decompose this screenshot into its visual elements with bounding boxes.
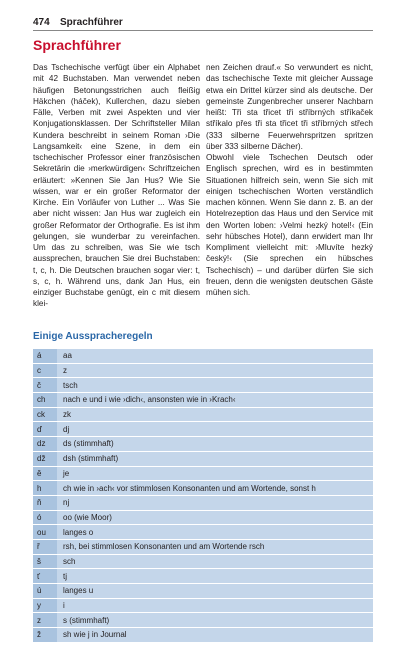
pronunciation-cell: aa bbox=[57, 349, 373, 363]
letter-cell: dz bbox=[33, 437, 57, 452]
table-row bbox=[33, 495, 373, 510]
table-row bbox=[33, 584, 373, 599]
pronunciation-table bbox=[33, 349, 373, 643]
letter-cell: z bbox=[33, 613, 57, 628]
pronunciation-cell: rsh, bei stimmlosen Konsonanten und am Wortende rsch bbox=[57, 539, 373, 554]
page-header bbox=[33, 16, 373, 32]
pronunciation-cell: langes u bbox=[57, 584, 373, 599]
pronunciation-cell: je bbox=[57, 466, 373, 481]
pronunciation-cell: dj bbox=[57, 422, 373, 437]
table-row bbox=[33, 349, 373, 363]
table-row bbox=[33, 437, 373, 452]
letter-cell: dž bbox=[33, 451, 57, 466]
paragraph: Obwohl viele Tschechen Deutsch oder Englisch sprechen, wird es in bestimmten Situationen hilfreich sein, wenn Sie sich mit einigen tschechischen Worten verständlich machen können. Wenn Sie dann z. B. an der Hotelrezeption das Haus und den Service mit den Worten loben: ›Velmi hezký hotel!‹ (Ein sehr hübsches Hotel), dann erwidert man Ihr Kompliment vielleicht mit: ›Mluvíte hezký český!‹ (Sie sprechen ein hübsches Tschechisch) – und darüber dürfen Sie sich freuen, denn die wenigsten deutschen Gäste mühen sich. bbox=[206, 153, 373, 297]
pronunciation-cell: tj bbox=[57, 569, 373, 584]
table-row bbox=[33, 510, 373, 525]
letter-cell: ě bbox=[33, 466, 57, 481]
page-number: 474 bbox=[33, 17, 50, 28]
letter-cell: š bbox=[33, 554, 57, 569]
pronunciation-cell: dsh (stimmhaft) bbox=[57, 451, 373, 466]
table-row bbox=[33, 569, 373, 584]
table-row bbox=[33, 628, 373, 643]
pronunciation-cell: s (stimmhaft) bbox=[57, 613, 373, 628]
pronunciation-cell: tsch bbox=[57, 378, 373, 393]
table-row bbox=[33, 554, 373, 569]
rules-heading: Einige Ausspracheregeln bbox=[33, 331, 153, 342]
pronunciation-cell: sh wie j in Journal bbox=[57, 628, 373, 643]
table-row bbox=[33, 539, 373, 554]
letter-cell: ň bbox=[33, 495, 57, 510]
letter-cell: č bbox=[33, 378, 57, 393]
table-row bbox=[33, 451, 373, 466]
letter-cell: y bbox=[33, 598, 57, 613]
left-column bbox=[33, 62, 200, 310]
letter-cell: ck bbox=[33, 407, 57, 422]
page-title: Sprachführer bbox=[33, 37, 121, 53]
letter-cell: ř bbox=[33, 539, 57, 554]
letter-cell: h bbox=[33, 481, 57, 496]
pronunciation-cell: ds (stimmhaft) bbox=[57, 437, 373, 452]
table-row bbox=[33, 598, 373, 613]
table-row bbox=[33, 466, 373, 481]
letter-cell: ó bbox=[33, 510, 57, 525]
letter-cell: ť bbox=[33, 569, 57, 584]
table-row bbox=[33, 363, 373, 378]
letter-cell: ch bbox=[33, 393, 57, 408]
pronunciation-cell: ch wie in ›ach‹ vor stimmlosen Konsonanten und am Wortende, sonst h bbox=[57, 481, 373, 496]
pronunciation-cell: nach e und i wie ›dich‹, ansonsten wie in ›Krach‹ bbox=[57, 393, 373, 408]
running-header: Sprachführer bbox=[60, 17, 123, 28]
letter-cell: ď bbox=[33, 422, 57, 437]
pronunciation-cell: nj bbox=[57, 495, 373, 510]
paragraph: nen Zeichen drauf.« So verwundert es nicht, das tschechische Texte mit gleicher Aussage etwa ein Drittel kürzer sind als deutsche. Der gemeinste Zungenbrecher unserer Nachbarn heißt: Tři sta třicet tři stříbrných stříkaček stříkalo přes tři sta třicet tři stříbrných střech (333 silberne Feuerwehrspritzen spritzen über 333 silberne Dächer). bbox=[206, 63, 373, 151]
letter-cell: ou bbox=[33, 525, 57, 540]
pronunciation-cell: sch bbox=[57, 554, 373, 569]
table-row bbox=[33, 378, 373, 393]
letter-cell: ž bbox=[33, 628, 57, 643]
header-divider bbox=[33, 30, 373, 31]
table-row bbox=[33, 407, 373, 422]
pronunciation-cell: zk bbox=[57, 407, 373, 422]
pronunciation-cell: langes o bbox=[57, 525, 373, 540]
right-column bbox=[206, 62, 373, 298]
pronunciation-cell: i bbox=[57, 598, 373, 613]
table-row bbox=[33, 422, 373, 437]
table-row bbox=[33, 393, 373, 408]
paragraph: Das Tschechische verfügt über ein Alphabet mit 42 Buchstaben. Man verwendet neben häufigen Betonungsstrichen auch fleißig Häkchen (háček), Kullerchen, dazu sieben Fälle, Verben mit zwei Aspekten und vier Konjugationsklassen. Der Schriftsteller Milan Kundera beschreibt in seinem Roman ›Die Langsamkeit‹ eine Szene, in dem ein tschechischer Professor einer französischen Sekretärin die ›merkwürdigen‹ Schriftzeichen erläutert: »Kennen Sie Jan Hus? Wie Sie wissen, war er ein großer Reformator der Kirche. Ein Vorläufer von Luther ... Was Sie aber nicht wissen: Jan Hus war zugleich ein großer Reformator der Orthografie. Es ist ihm gelungen, sie wunderbar zu vereinfachen. Um das zu schreiben, was Sie wie tsch aussprechen, brauchen Sie drei Buchstaben: t, c, h. Die Deutschen brauchen sogar vier: t, s, c, h. Während uns, dank Jan Hus, ein einziger Buchstabe genügt, ein c mit diesem klei- bbox=[33, 63, 200, 309]
table-row bbox=[33, 613, 373, 628]
letter-cell: á bbox=[33, 349, 57, 363]
letter-cell: ú bbox=[33, 584, 57, 599]
pronunciation-cell: z bbox=[57, 363, 373, 378]
letter-cell: c bbox=[33, 363, 57, 378]
table-row bbox=[33, 525, 373, 540]
table-row bbox=[33, 481, 373, 496]
pronunciation-cell: oo (wie Moor) bbox=[57, 510, 373, 525]
